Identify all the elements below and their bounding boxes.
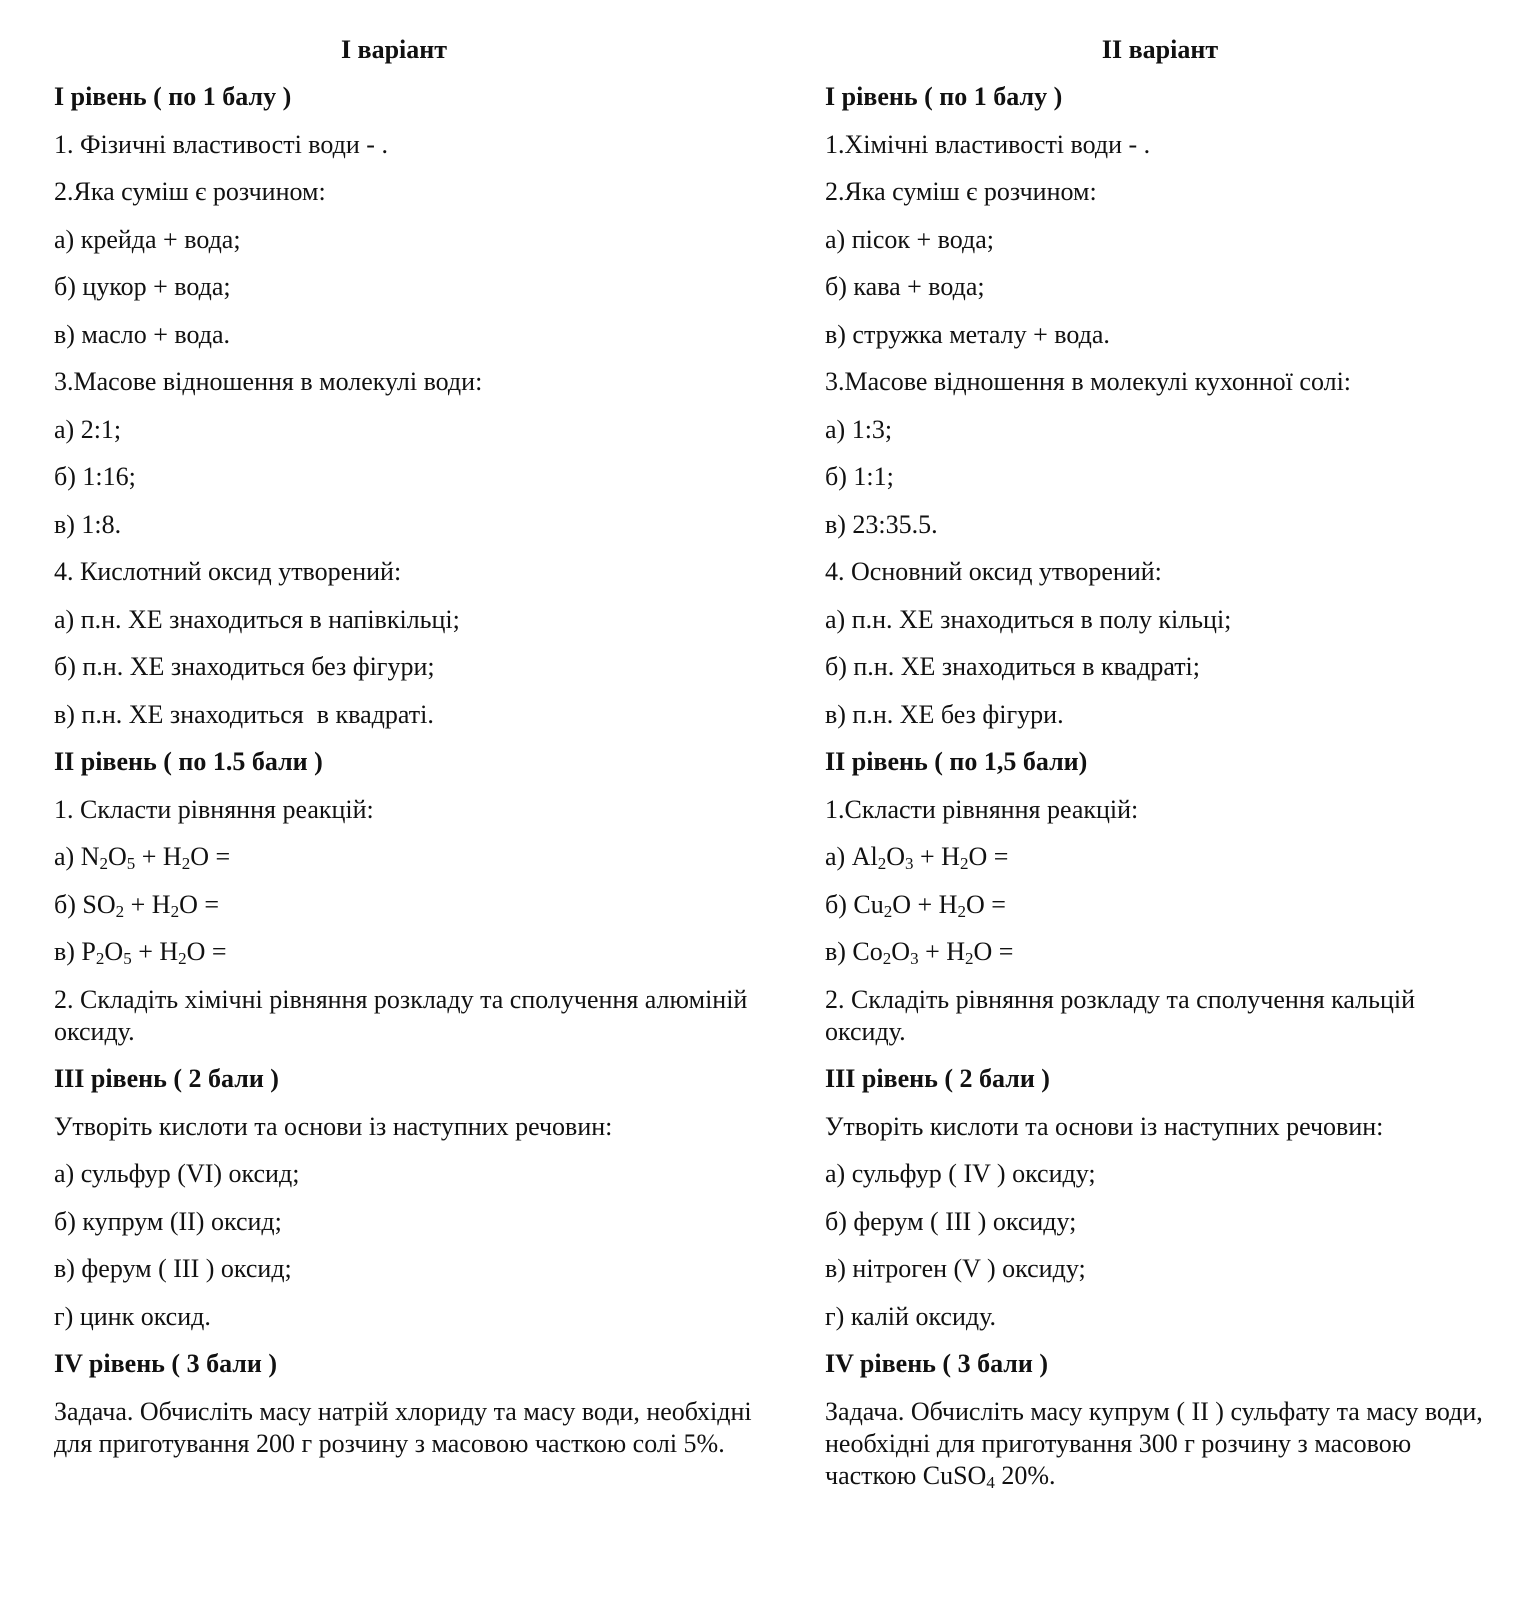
question-line: 1. Скласти рівняння реакцій: [54, 794, 374, 824]
question-line: в) $Co_2O_3 + H_2O$ = [825, 937, 1014, 968]
question-line: а) $Al_2O_3 + H_2O$ = [825, 842, 1009, 873]
variant-2-lines [825, 81, 1495, 1492]
level-heading: III рівень ( 2 бали ) [54, 1064, 279, 1093]
question-line: б) кава + вода; [825, 272, 985, 301]
question-line: 1. Фізичні властивості води - . [54, 129, 388, 159]
question-line: в) стружка металу + вода. [825, 319, 1110, 349]
question-line: 2.Яка суміш є розчином: [825, 177, 1097, 206]
variant-1-lines [54, 81, 759, 1460]
question-line: а) крейда + вода; [54, 224, 241, 254]
question-line: 2. Складіть хімічні рівняння розкладу та сполучення алюміній оксиду. [54, 984, 754, 1046]
question-line: 4. Основний оксид утворений: [825, 557, 1162, 586]
level-heading: II рівень ( по 1,5 бали) [825, 747, 1088, 776]
question-line: 3.Масове відношення в молекулі кухонної солі: [825, 367, 1352, 396]
question-line: а) сульфур ( IV ) оксиду; [825, 1159, 1096, 1188]
question-line: г) калій оксиду. [825, 1301, 997, 1331]
question-line: б) $Cu_2O + H_2O$ = [825, 889, 1006, 921]
question-line: Задача. Обчисліть масу купрум ( II ) сульфату та масу води, необхідні для приготування 300 г розчину з масовою часткою CuSO$_4$ 20%. [825, 1396, 1490, 1492]
level-heading: III рівень ( 2 бали ) [825, 1064, 1050, 1093]
variant-2-title: II варіант [1101, 35, 1219, 64]
question-line: б) п.н. ХЕ знаходиться в квадраті; [825, 652, 1201, 681]
question-line: а) п.н. ХЕ знаходиться в полу кільці; [825, 604, 1232, 634]
question-line: а) 1:3; [825, 414, 893, 444]
question-line: в) ферум ( III ) оксид; [54, 1254, 292, 1283]
question-line: Утворіть кислоти та основи із наступних речовин: [825, 1111, 1384, 1141]
question-line: в) 1:8. [54, 509, 122, 539]
question-line: а) п.н. ХЕ знаходиться в напівкільці; [54, 604, 460, 634]
question-line: б) п.н. ХЕ знаходиться без фігури; [54, 652, 435, 681]
question-line: в) $P_2O_5 + H_2O$ = [54, 937, 227, 968]
variant-1-title: I варіант [340, 35, 448, 64]
question-line: в) п.н. ХЕ знаходиться в квадраті. [54, 699, 434, 729]
question-line: 1.Хімічні властивості води - . [825, 129, 1151, 159]
question-line: б) 1:16; [54, 462, 136, 491]
question-line: б) купрум (II) оксид; [54, 1206, 282, 1236]
question-line: б) 1:1; [825, 462, 894, 491]
question-line: 2. Складіть рівняння розкладу та сполучення кальцій оксиду. [825, 984, 1422, 1046]
level-heading: IV рівень ( 3 бали ) [825, 1349, 1049, 1378]
question-line: а) сульфур (VI) оксид; [54, 1159, 300, 1188]
question-line: 2.Яка суміш є розчином: [54, 177, 326, 206]
level-heading: II рівень ( по 1.5 бали ) [54, 747, 323, 776]
level-heading: I рівень ( по 1 балу ) [825, 82, 1063, 111]
question-line: а) пісок + вода; [825, 224, 995, 254]
question-line: б) цукор + вода; [54, 272, 231, 301]
question-line: в) нітроген (V ) оксиду; [825, 1254, 1086, 1283]
question-line: г) цинк оксид. [54, 1301, 211, 1331]
question-line: б) $SO_2 + H_2O$ = [54, 889, 220, 921]
variant-1-column [54, 34, 759, 1475]
variant-2-column [825, 34, 1495, 1507]
question-line: 1.Скласти рівняння реакцій: [825, 794, 1139, 824]
question-line: 3.Масове відношення в молекулі води: [54, 367, 483, 396]
question-line: в) п.н. ХЕ без фігури. [825, 699, 1064, 729]
question-line: Утворіть кислоти та основи із наступних речовин: [54, 1111, 613, 1141]
question-line: а) 2:1; [54, 414, 122, 444]
question-line: в) масло + вода. [54, 319, 231, 349]
level-heading: I рівень ( по 1 балу ) [54, 82, 292, 111]
question-line: в) 23:35.5. [825, 509, 938, 539]
question-line: а) $N_2O_5 + H_2O$ = [54, 842, 231, 873]
question-line: 4. Кислотний оксид утворений: [54, 557, 402, 586]
question-line: Задача. Обчисліть масу натрій хлориду та масу води, необхідні для приготування 200 г розчину з масовою часткою солі 5%. [54, 1396, 759, 1458]
question-line: б) ферум ( III ) оксиду; [825, 1206, 1077, 1236]
level-heading: IV рівень ( 3 бали ) [54, 1349, 278, 1378]
